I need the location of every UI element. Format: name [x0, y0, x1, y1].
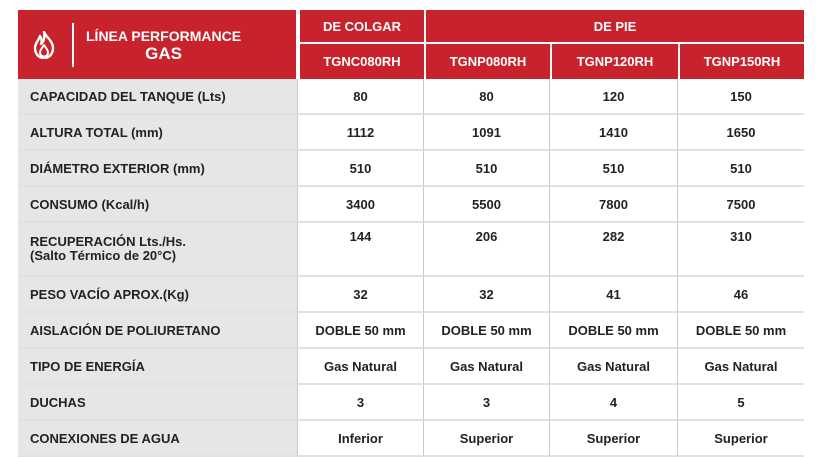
cell-value: Superior	[550, 421, 678, 457]
row-label: TIPO DE ENERGÍA	[18, 349, 298, 385]
cell-value: 4	[550, 385, 678, 421]
cell-value: 1410	[550, 115, 678, 151]
cell-value: 1112	[298, 115, 424, 151]
cell-value: 120	[550, 79, 678, 115]
row-label	[18, 223, 298, 277]
row-label: DIÁMETRO EXTERIOR (mm)	[18, 151, 298, 187]
cell-value: Superior	[424, 421, 550, 457]
row-label: AISLACIÓN DE POLIURETANO	[18, 313, 298, 349]
cell-value: DOBLE 50 mm	[678, 313, 804, 349]
cell-value: 7500	[678, 187, 804, 223]
cell-value: 282	[550, 223, 678, 277]
brand-divider	[72, 23, 74, 67]
cell-value: Inferior	[298, 421, 424, 457]
cell-value: 510	[550, 151, 678, 187]
row-label: CAPACIDAD DEL TANQUE (Lts)	[18, 79, 298, 115]
row-label: CONEXIONES DE AGUA	[18, 421, 298, 457]
brand-header	[18, 10, 298, 79]
cell-value: 510	[678, 151, 804, 187]
cell-value: 32	[298, 277, 424, 313]
row-label: PESO VACÍO APROX.(Kg)	[18, 277, 298, 313]
model-header: TGNP150RH	[678, 44, 804, 79]
table-row	[18, 79, 804, 115]
cell-value: 1091	[424, 115, 550, 151]
cell-value: 510	[298, 151, 424, 187]
table-row	[18, 187, 804, 223]
cell-value: 5	[678, 385, 804, 421]
cell-value: 310	[678, 223, 804, 277]
table-row	[18, 313, 804, 349]
table-row	[18, 115, 804, 151]
row-label-line-1: RECUPERACIÓN Lts./Hs.	[30, 234, 187, 249]
cell-value: DOBLE 50 mm	[424, 313, 550, 349]
group-floor-header: DE PIE	[424, 10, 804, 44]
flame-icon	[22, 31, 66, 59]
cell-value: 144	[298, 223, 424, 277]
cell-value: Gas Natural	[298, 349, 424, 385]
cell-value: 80	[298, 79, 424, 115]
row-label: CONSUMO (Kcal/h)	[18, 187, 298, 223]
cell-value: 150	[678, 79, 804, 115]
cell-value: Superior	[678, 421, 804, 457]
cell-value: 3400	[298, 187, 424, 223]
cell-value: 80	[424, 79, 550, 115]
cell-value: 206	[424, 223, 550, 277]
row-label: ALTURA TOTAL (mm)	[18, 115, 298, 151]
cell-value: 5500	[424, 187, 550, 223]
table-row	[18, 421, 804, 457]
row-label: DUCHAS	[18, 385, 298, 421]
cell-value: 7800	[550, 187, 678, 223]
model-header: TGNC080RH	[298, 44, 424, 79]
brand-title	[86, 27, 241, 63]
cell-value: Gas Natural	[678, 349, 804, 385]
cell-value: DOBLE 50 mm	[550, 313, 678, 349]
cell-value: Gas Natural	[424, 349, 550, 385]
model-header: TGNP080RH	[424, 44, 550, 79]
brand-line-2: GAS	[145, 43, 182, 63]
cell-value: 1650	[678, 115, 804, 151]
cell-value: Gas Natural	[550, 349, 678, 385]
cell-value: 46	[678, 277, 804, 313]
cell-value: 510	[424, 151, 550, 187]
cell-value: DOBLE 50 mm	[298, 313, 424, 349]
table-row	[18, 223, 804, 277]
table-row	[18, 151, 804, 187]
cell-value: 41	[550, 277, 678, 313]
brand-line-1: LÍNEA PERFORMANCE	[86, 27, 242, 44]
table-row	[18, 385, 804, 421]
model-header: TGNP120RH	[550, 44, 678, 79]
table-row	[18, 277, 804, 313]
cell-value: 3	[424, 385, 550, 421]
cell-value: 32	[424, 277, 550, 313]
table-row	[18, 349, 804, 385]
spec-table	[18, 10, 804, 457]
row-label-line-2: (Salto Térmico de 20°C)	[30, 248, 177, 263]
group-wall-header: DE COLGAR	[298, 10, 424, 44]
cell-value: 3	[298, 385, 424, 421]
